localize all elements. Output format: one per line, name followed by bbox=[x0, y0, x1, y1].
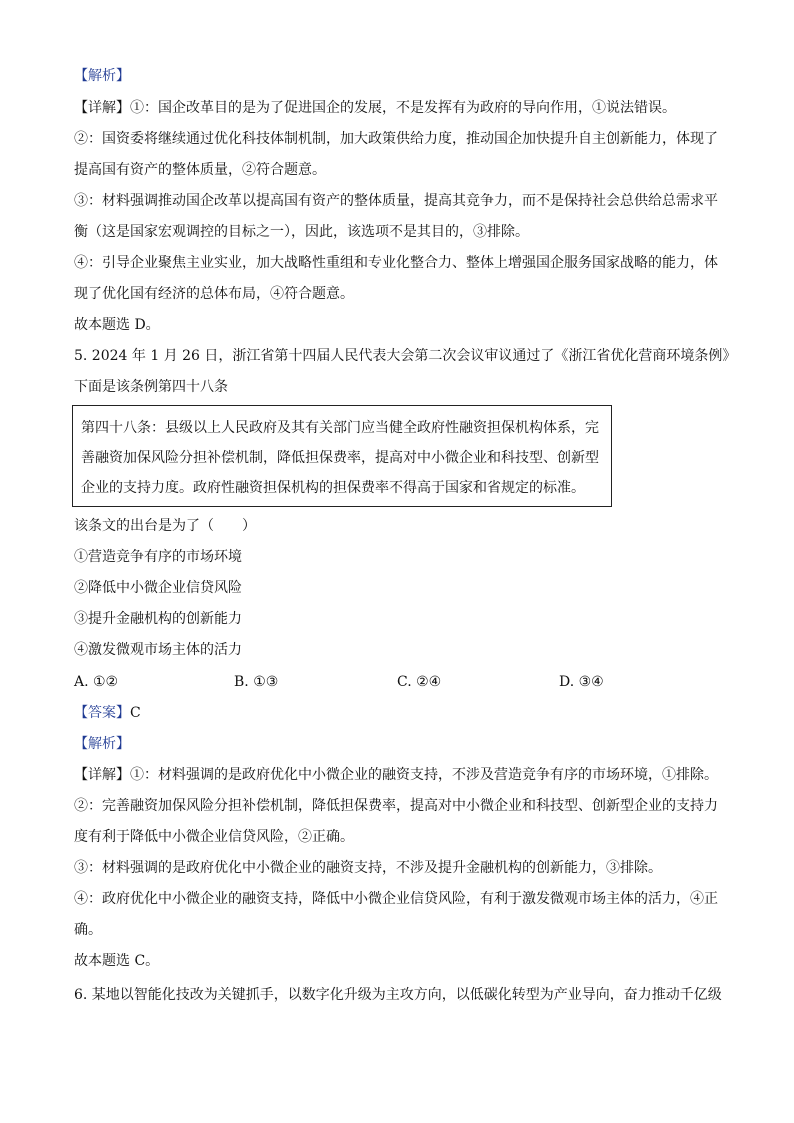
article-quote-box bbox=[72, 405, 612, 507]
statement-item: ③提升金融机构的创新能力 bbox=[74, 611, 242, 627]
option-b: B. ①③ bbox=[234, 674, 279, 690]
question-5-stem-line2: 下面是该条例第四十八条 bbox=[74, 379, 228, 395]
answer bbox=[74, 703, 141, 723]
detail-paragraph-2-line1: ②：国资委将继续通过优化科技体制机制，加大政策供给力度，推动国企加快提升自主创新能力，体现了 bbox=[74, 131, 718, 147]
statement-item: ④激发微观市场主体的活力 bbox=[74, 642, 242, 658]
detail-paragraph-2-line1: ②：完善融资加保风险分担补偿机制，降低担保费率，提高对中小微企业和科技型、创新型企业的支持力 bbox=[74, 798, 718, 814]
detail-paragraph-2-line2: 度有利于降低中小微企业信贷风险，②正确。 bbox=[74, 829, 354, 845]
answer-value: C bbox=[130, 705, 141, 721]
option-a: A. ①② bbox=[74, 674, 119, 690]
option-c: C. ②④ bbox=[397, 674, 442, 690]
option-d: D. ③④ bbox=[559, 674, 604, 690]
detail-paragraph-4-line1: ④：引导企业聚焦主业实业，加大战略性重组和专业化整合力、整体上增强国企服务国家战略的能力，体 bbox=[74, 255, 718, 271]
conclusion: 故本题选 C。 bbox=[74, 953, 160, 969]
analysis-label: 【解析】 bbox=[74, 68, 130, 84]
quote-line-2: 善融资加保风险分担补偿机制，降低担保费率，提高对中小微企业和科技型、创新型 bbox=[81, 450, 599, 466]
statement-item: ①营造竞争有序的市场环境 bbox=[74, 549, 242, 565]
detail-paragraph-1: 【详解】①：国企改革目的是为了促进国企的发展，不是发挥有为政府的导向作用，①说法错误。 bbox=[74, 100, 676, 116]
detail-paragraph-4-line2: 现了优化国有经济的总体布局，④符合题意。 bbox=[74, 286, 354, 302]
analysis-label: 【解析】 bbox=[74, 736, 130, 752]
conclusion: 故本题选 D。 bbox=[74, 317, 160, 333]
detail-paragraph-3-line1: ③：材料强调的是政府优化中小微企业的融资支持，不涉及提升金融机构的创新能力，③排除。 bbox=[74, 860, 662, 876]
statement-item: ②降低中小微企业信贷风险 bbox=[74, 580, 242, 596]
question-6-stem-line1: 6. 某地以智能化技改为关键抓手，以数字化升级为主攻方向，以低碳化转型为产业导向，奋力推动千亿级 bbox=[74, 987, 722, 1003]
question-5-stem-line1: 5. 2024 年 1 月 26 日，浙江省第十四届人民代表大会第二次会议审议通过了《浙江省优化营商环境条例》 bbox=[74, 348, 737, 364]
detail-paragraph-3-line1: ③：材料强调推动国企改革以提高国有资产的整体质量，提高其竞争力，而不是保持社会总供给总需求平 bbox=[74, 193, 718, 209]
detail-paragraph-1: 【详解】①：材料强调的是政府优化中小微企业的融资支持，不涉及营造竞争有序的市场环境，①排除。 bbox=[74, 767, 718, 783]
detail-paragraph-3-line2: 衡（这是国家宏观调控的目标之一），因此，该选项不是其目的，③排除。 bbox=[74, 224, 529, 240]
quote-line-1: 第四十八条：县级以上人民政府及其有关部门应当健全政府性融资担保机构体系，完 bbox=[81, 420, 599, 436]
question-5-ask: 该条文的出台是为了（ ） bbox=[74, 518, 256, 534]
detail-paragraph-4-line1: ④：政府优化中小微企业的融资支持，降低中小微企业信贷风险，有利于激发微观市场主体的活力，④正 bbox=[74, 891, 718, 907]
quote-line-3: 企业的支持力度。政府性融资担保机构的担保费率不得高于国家和省规定的标准。 bbox=[81, 480, 585, 496]
detail-paragraph-2-line2: 提高国有资产的整体质量，②符合题意。 bbox=[74, 162, 326, 178]
answer-label: 【答案】 bbox=[74, 705, 130, 721]
detail-paragraph-4-line2: 确。 bbox=[74, 922, 102, 938]
